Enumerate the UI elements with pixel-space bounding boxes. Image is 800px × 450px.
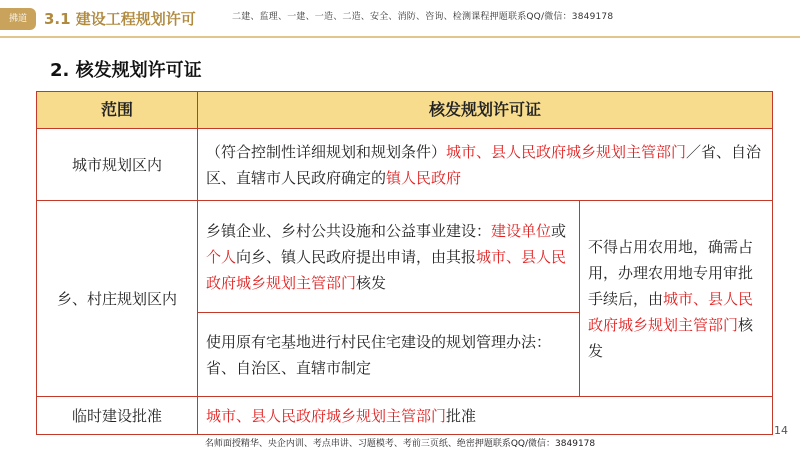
permit-city-cell	[198, 129, 773, 201]
table-header-row	[37, 92, 773, 129]
scope-temporary: 临时建设批准	[37, 397, 198, 435]
permit-village-authority: 城市、县人民政府城乡规划主管部门	[206, 247, 567, 292]
header-divider	[0, 36, 800, 38]
header-permit: 核发规划许可证	[198, 92, 773, 129]
table-row	[37, 129, 773, 201]
logo-badge: 拂道	[0, 8, 36, 30]
chapter-title: 3.1 建设工程规划许可	[44, 10, 196, 28]
permit-village-text-2: 向乡、镇人民政府提出申请，由其报	[236, 247, 477, 266]
header-scope: 范围	[37, 92, 198, 129]
permit-village-issue: 核发	[356, 273, 387, 292]
table-row	[37, 201, 773, 313]
permit-table	[36, 91, 773, 435]
permit-village-applicant-person: 个人	[206, 247, 237, 266]
permit-temporary-approve: 批准	[446, 406, 477, 425]
permit-village-text: 乡镇企业、乡村公共设施和公益事业建设：	[206, 221, 492, 240]
permit-village-cell	[198, 201, 580, 313]
page-number: 14	[774, 424, 788, 437]
farmland-note-authority: 城市、县人民政府城乡规划主管部门	[588, 289, 754, 334]
permit-temporary-cell	[198, 397, 773, 435]
table-row	[37, 397, 773, 435]
permit-city-text-2: ／省、自治区、直辖市人民政府确定的	[206, 142, 762, 187]
permit-city-text: （符合控制性详细规划和规划条件）	[206, 142, 447, 161]
scope-village: 乡、村庄规划区内	[37, 201, 198, 397]
permit-temporary-authority: 城市、县人民政府城乡规划主管部门	[206, 406, 447, 425]
footer-contact-text: 名师面授精华、央企内训、考点串讲、习题模考、考前三页纸、绝密押题联系QQ/微信：3849178	[204, 439, 596, 449]
header-contact-text: 二建、监理、一建、一造、二造、安全、消防、咨询、检测课程押题联系QQ/微信：3849178	[232, 12, 614, 22]
homestead-rule-cell: 使用原有宅基地进行村民住宅建设的规划管理办法：省、自治区、直辖市制定	[198, 313, 580, 397]
farmland-note-issue: 核发	[588, 315, 754, 360]
permit-village-or: 或	[551, 221, 567, 240]
permit-city-authority: 城市、县人民政府城乡规划主管部门	[446, 142, 687, 161]
scope-city: 城市规划区内	[37, 129, 198, 201]
permit-city-town-gov: 镇人民政府	[386, 168, 462, 187]
farmland-note-text: 不得占用农用地，确需占用，办理农用地专用审批手续后，由	[588, 237, 754, 308]
farmland-note-cell	[580, 201, 773, 397]
section-title: 2. 核发规划许可证	[50, 60, 202, 81]
permit-village-applicant-unit: 建设单位	[491, 221, 552, 240]
